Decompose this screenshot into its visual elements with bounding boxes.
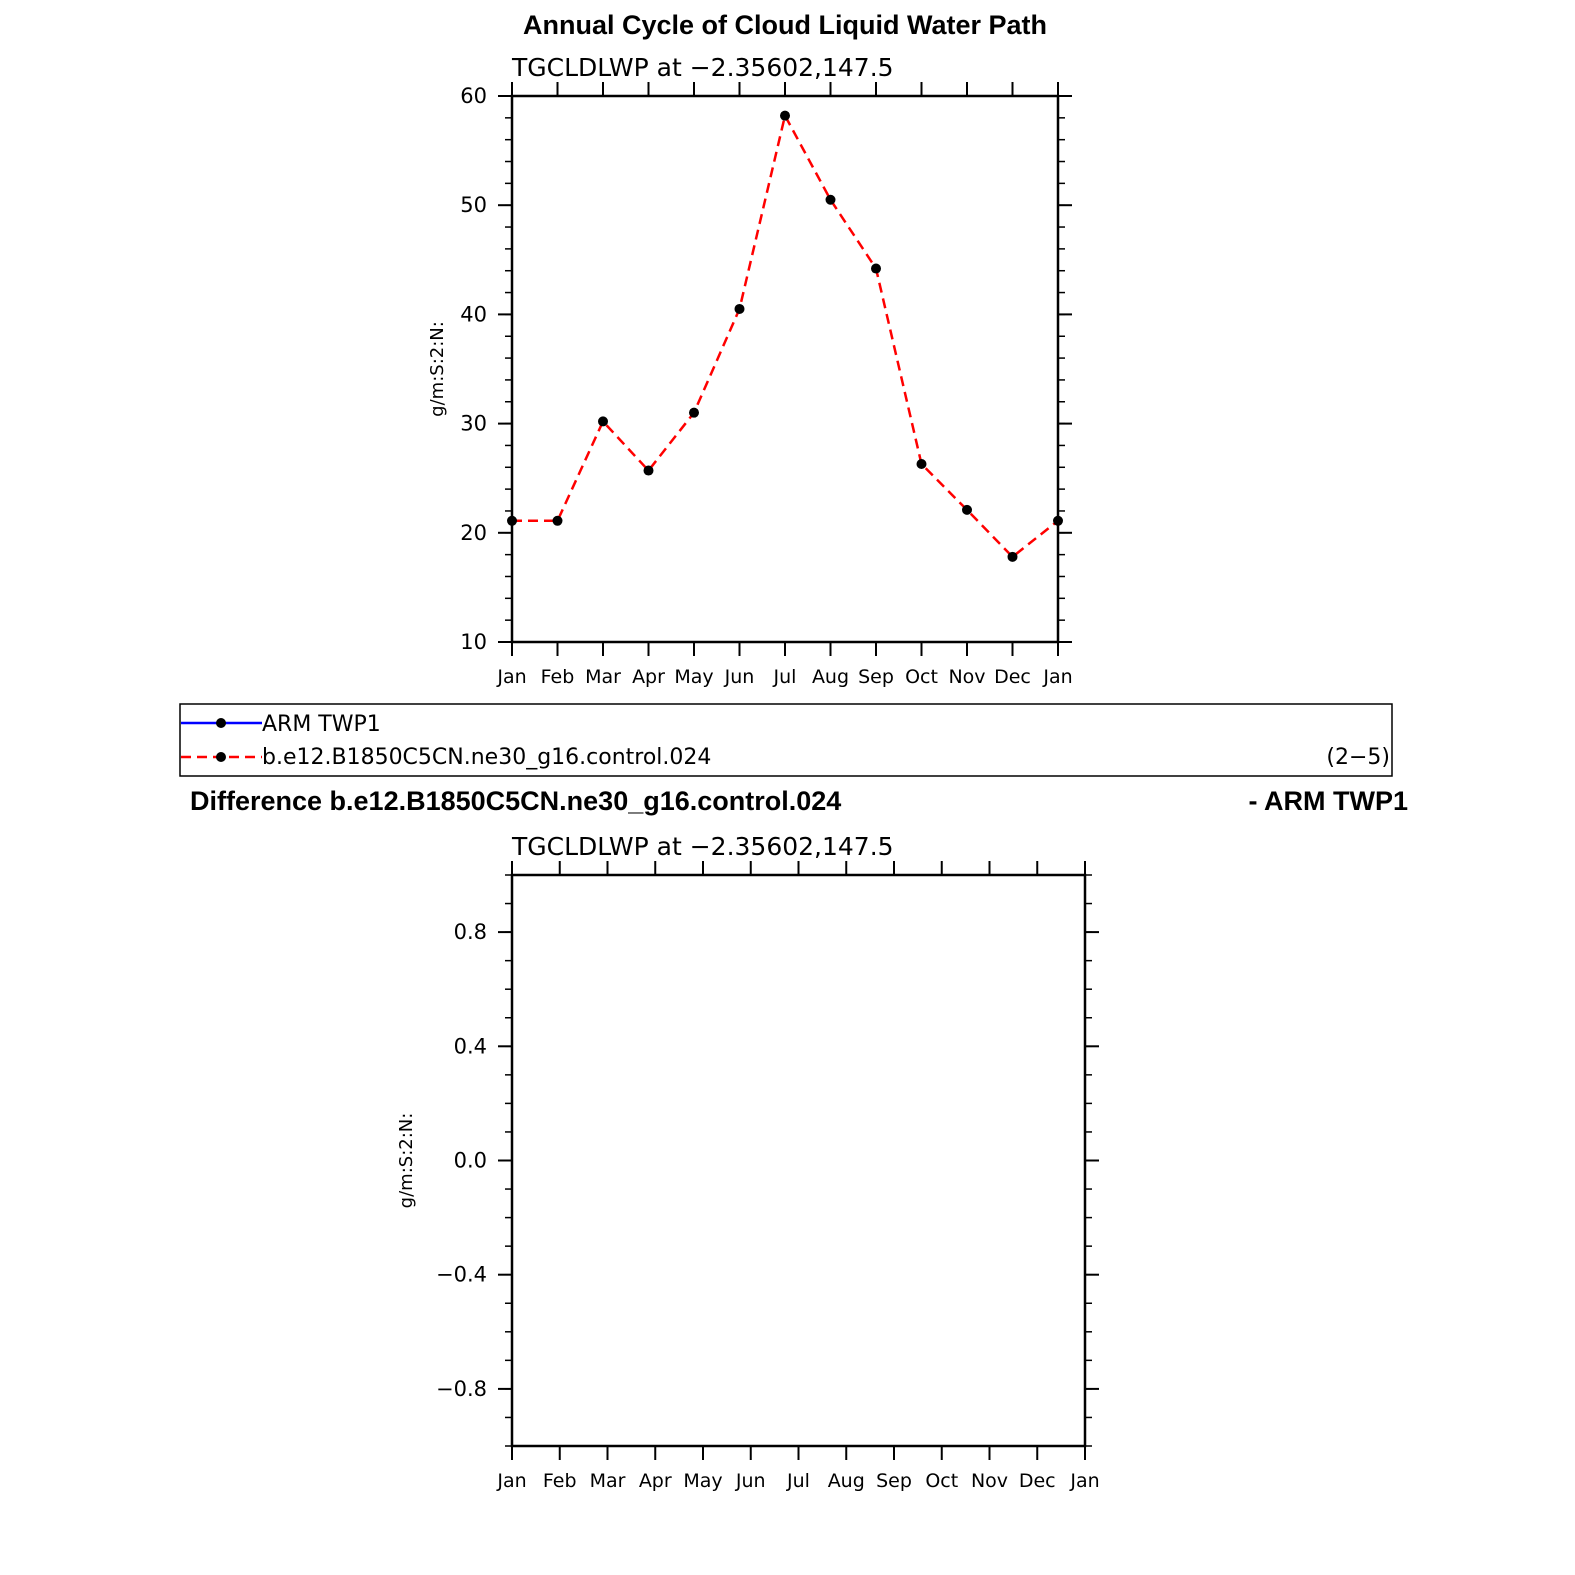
x-tick-label: Sep bbox=[876, 1470, 912, 1492]
data-point bbox=[962, 505, 972, 515]
data-point bbox=[644, 466, 654, 476]
data-point bbox=[917, 459, 927, 469]
x-tick-label: Dec bbox=[1018, 1470, 1056, 1492]
x-tick-label: Jan bbox=[1070, 1470, 1100, 1492]
annual-cycle-chart bbox=[427, 53, 1073, 688]
y-axis-label: g/m:S:2:N: bbox=[396, 1112, 417, 1209]
data-point bbox=[507, 516, 517, 526]
y-tick-label: 60 bbox=[460, 84, 487, 108]
x-tick-label: May bbox=[683, 1470, 723, 1492]
x-tick-label: Apr bbox=[632, 666, 665, 688]
x-tick-label: Jul bbox=[787, 1470, 810, 1492]
data-point bbox=[1053, 516, 1063, 526]
figure-title: Annual Cycle of Cloud Liquid Water Path bbox=[522, 10, 1048, 40]
x-tick-label: Sep bbox=[858, 666, 894, 688]
data-point bbox=[553, 516, 563, 526]
difference-title: Difference b.e12.B1850C5CN.ne30_g16.control.024 bbox=[190, 786, 842, 816]
x-tick-label: Mar bbox=[585, 666, 621, 688]
y-axis-label: g/m:S:2:N: bbox=[427, 321, 448, 417]
x-tick-label: Mar bbox=[589, 1470, 626, 1492]
data-point bbox=[1008, 552, 1018, 562]
data-point bbox=[735, 304, 745, 314]
x-tick-label: Nov bbox=[970, 1470, 1009, 1492]
x-tick-label: Feb bbox=[542, 1470, 577, 1492]
data-point bbox=[826, 195, 836, 205]
data-point bbox=[689, 408, 699, 418]
x-tick-label: Jan bbox=[1043, 666, 1073, 688]
plot-frame bbox=[512, 875, 1085, 1446]
data-point bbox=[780, 111, 790, 121]
legend-label-model: b.e12.B1850C5CN.ne30_g16.control.024 bbox=[262, 745, 712, 770]
data-point bbox=[598, 416, 608, 426]
legend-marker-arm bbox=[216, 718, 226, 728]
x-tick-label: Feb bbox=[540, 666, 575, 688]
y-tick-label: 30 bbox=[460, 411, 487, 436]
x-tick-label: Apr bbox=[638, 1470, 672, 1492]
chart-subtitle: TGCLDLWP at −2.35602,147.5 bbox=[512, 53, 894, 82]
x-tick-label: Jan bbox=[497, 1470, 527, 1492]
x-tick-label: Jun bbox=[735, 1470, 766, 1492]
y-tick-label: 0.0 bbox=[453, 1148, 487, 1173]
x-tick-label: Jan bbox=[497, 666, 527, 688]
legend-tag: (2−5) bbox=[1326, 745, 1390, 770]
data-point bbox=[871, 264, 881, 274]
y-tick-label: −0.8 bbox=[436, 1376, 487, 1401]
legend bbox=[180, 704, 1392, 776]
x-tick-label: May bbox=[674, 666, 714, 688]
y-tick-label: 50 bbox=[460, 193, 487, 218]
x-tick-label: Aug bbox=[811, 666, 850, 688]
legend-marker-model bbox=[216, 752, 226, 762]
difference-chart bbox=[396, 832, 1100, 1492]
y-tick-label: 10 bbox=[460, 630, 487, 654]
y-tick-label: −0.4 bbox=[436, 1262, 487, 1287]
x-tick-label: Jun bbox=[724, 666, 755, 688]
plot-frame bbox=[512, 96, 1058, 642]
y-tick-label: 20 bbox=[460, 520, 487, 545]
x-tick-label: Oct bbox=[905, 666, 938, 688]
x-tick-label: Aug bbox=[827, 1470, 865, 1492]
x-tick-label: Nov bbox=[948, 666, 986, 688]
y-tick-label: 0.8 bbox=[453, 920, 487, 945]
legend-label-arm: ARM TWP1 bbox=[262, 712, 381, 737]
y-tick-label: 0.4 bbox=[453, 1034, 487, 1059]
x-tick-label: Oct bbox=[925, 1470, 959, 1492]
x-tick-label: Jul bbox=[773, 666, 797, 688]
series-line bbox=[512, 116, 1058, 557]
y-tick-label: 40 bbox=[460, 302, 487, 327]
x-tick-label: Dec bbox=[994, 666, 1031, 688]
difference-title-suffix: - ARM TWP1 bbox=[1248, 786, 1408, 816]
chart-subtitle: TGCLDLWP at −2.35602,147.5 bbox=[512, 832, 894, 861]
